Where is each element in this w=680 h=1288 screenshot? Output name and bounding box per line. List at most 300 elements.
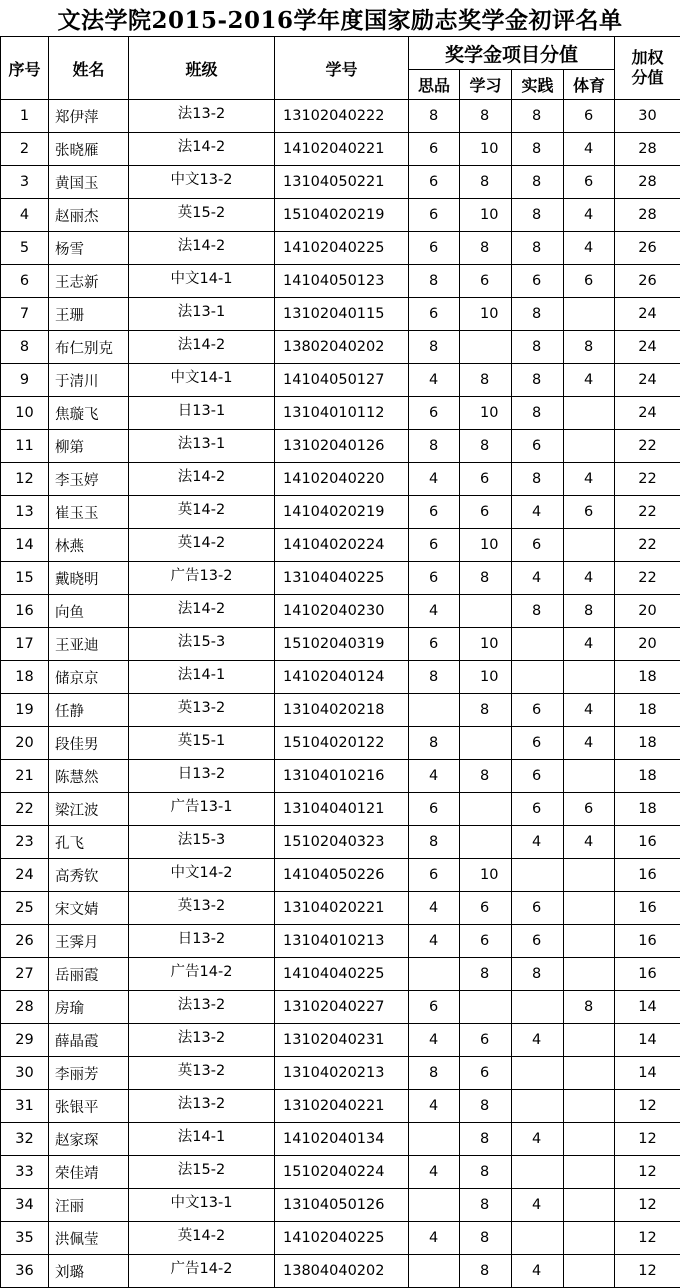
cell-class: 中文13-2 bbox=[129, 166, 275, 199]
cell-study bbox=[460, 793, 512, 826]
table-row bbox=[1, 925, 680, 958]
cell-study: 10 bbox=[460, 133, 512, 166]
cell-index: 33 bbox=[1, 1156, 49, 1189]
cell-student-id: 14102040230 bbox=[275, 595, 409, 628]
cell-student-id: 14104050123 bbox=[275, 265, 409, 298]
cell-weighted-score: 24 bbox=[615, 298, 680, 331]
cell-class: 中文14-2 bbox=[129, 859, 275, 892]
cell-class: 中文13-1 bbox=[129, 1189, 275, 1222]
table-row bbox=[1, 529, 680, 562]
cell-weighted-score: 16 bbox=[615, 859, 680, 892]
cell-index: 10 bbox=[1, 397, 49, 430]
cell-practice: 6 bbox=[512, 529, 564, 562]
cell-study: 8 bbox=[460, 1189, 512, 1222]
cell-sports: 6 bbox=[564, 793, 615, 826]
cell-name: 荣佳靖 bbox=[49, 1156, 129, 1189]
cell-sports bbox=[564, 760, 615, 793]
cell-student-id: 14102040225 bbox=[275, 232, 409, 265]
cell-weighted-score: 12 bbox=[615, 1255, 680, 1288]
cell-ideology: 6 bbox=[409, 232, 460, 265]
cell-ideology: 4 bbox=[409, 1090, 460, 1123]
cell-practice: 8 bbox=[512, 397, 564, 430]
cell-class: 中文14-1 bbox=[129, 364, 275, 397]
cell-study: 8 bbox=[460, 1222, 512, 1255]
cell-index: 35 bbox=[1, 1222, 49, 1255]
cell-class: 法15-3 bbox=[129, 628, 275, 661]
table-row bbox=[1, 232, 680, 265]
cell-student-id: 14104050226 bbox=[275, 859, 409, 892]
cell-weighted-score: 26 bbox=[615, 265, 680, 298]
table-row bbox=[1, 727, 680, 760]
cell-index: 19 bbox=[1, 694, 49, 727]
cell-class: 法14-2 bbox=[129, 463, 275, 496]
cell-index: 23 bbox=[1, 826, 49, 859]
cell-study bbox=[460, 826, 512, 859]
cell-class: 法14-2 bbox=[129, 595, 275, 628]
cell-index: 17 bbox=[1, 628, 49, 661]
cell-ideology: 4 bbox=[409, 892, 460, 925]
cell-study bbox=[460, 991, 512, 1024]
cell-student-id: 13104050221 bbox=[275, 166, 409, 199]
cell-weighted-score: 12 bbox=[615, 1222, 680, 1255]
cell-class: 法13-1 bbox=[129, 298, 275, 331]
cell-practice: 6 bbox=[512, 760, 564, 793]
cell-weighted-score: 14 bbox=[615, 1024, 680, 1057]
cell-ideology: 8 bbox=[409, 430, 460, 463]
cell-name: 段佳男 bbox=[49, 727, 129, 760]
cell-ideology: 6 bbox=[409, 793, 460, 826]
cell-class: 英13-2 bbox=[129, 1057, 275, 1090]
cell-student-id: 13102040222 bbox=[275, 100, 409, 133]
cell-weighted-score: 24 bbox=[615, 331, 680, 364]
cell-ideology: 6 bbox=[409, 199, 460, 232]
cell-index: 5 bbox=[1, 232, 49, 265]
cell-ideology bbox=[409, 1189, 460, 1222]
cell-weighted-score: 12 bbox=[615, 1156, 680, 1189]
cell-class: 英15-2 bbox=[129, 199, 275, 232]
cell-class: 日13-2 bbox=[129, 925, 275, 958]
cell-name: 孔飞 bbox=[49, 826, 129, 859]
cell-study: 8 bbox=[460, 1090, 512, 1123]
cell-student-id: 13104010213 bbox=[275, 925, 409, 958]
cell-ideology: 4 bbox=[409, 463, 460, 496]
cell-practice: 8 bbox=[512, 199, 564, 232]
cell-name: 林燕 bbox=[49, 529, 129, 562]
cell-ideology bbox=[409, 694, 460, 727]
cell-student-id: 13102040227 bbox=[275, 991, 409, 1024]
cell-ideology: 6 bbox=[409, 298, 460, 331]
cell-class: 法13-2 bbox=[129, 991, 275, 1024]
cell-practice: 6 bbox=[512, 694, 564, 727]
cell-sports: 4 bbox=[564, 364, 615, 397]
cell-weighted-score: 16 bbox=[615, 925, 680, 958]
cell-class: 广告14-2 bbox=[129, 958, 275, 991]
cell-sports bbox=[564, 1255, 615, 1288]
cell-index: 36 bbox=[1, 1255, 49, 1288]
cell-name: 崔玉玉 bbox=[49, 496, 129, 529]
cell-ideology bbox=[409, 958, 460, 991]
cell-class: 广告14-2 bbox=[129, 1255, 275, 1288]
cell-name: 洪佩莹 bbox=[49, 1222, 129, 1255]
table-row bbox=[1, 265, 680, 298]
cell-ideology: 6 bbox=[409, 397, 460, 430]
cell-sports bbox=[564, 1090, 615, 1123]
cell-student-id: 15102040323 bbox=[275, 826, 409, 859]
table-row bbox=[1, 595, 680, 628]
table-row bbox=[1, 826, 680, 859]
cell-sports: 6 bbox=[564, 265, 615, 298]
cell-name: 杨雪 bbox=[49, 232, 129, 265]
cell-weighted-score: 18 bbox=[615, 760, 680, 793]
cell-student-id: 14104020219 bbox=[275, 496, 409, 529]
cell-practice: 8 bbox=[512, 166, 564, 199]
cell-weighted-score: 16 bbox=[615, 826, 680, 859]
table-row bbox=[1, 463, 680, 496]
table-row bbox=[1, 1255, 680, 1288]
cell-ideology: 6 bbox=[409, 529, 460, 562]
cell-name: 王霁月 bbox=[49, 925, 129, 958]
cell-index: 12 bbox=[1, 463, 49, 496]
cell-ideology: 8 bbox=[409, 331, 460, 364]
header-study: 学习 bbox=[460, 70, 512, 100]
cell-study: 10 bbox=[460, 298, 512, 331]
cell-weighted-score: 16 bbox=[615, 892, 680, 925]
cell-student-id: 13804040202 bbox=[275, 1255, 409, 1288]
cell-study: 10 bbox=[460, 397, 512, 430]
cell-student-id: 13104020218 bbox=[275, 694, 409, 727]
cell-index: 32 bbox=[1, 1123, 49, 1156]
cell-practice: 8 bbox=[512, 364, 564, 397]
table-row bbox=[1, 1156, 680, 1189]
cell-student-id: 13102040231 bbox=[275, 1024, 409, 1057]
cell-ideology: 6 bbox=[409, 166, 460, 199]
cell-practice: 8 bbox=[512, 298, 564, 331]
cell-class: 法14-1 bbox=[129, 661, 275, 694]
cell-index: 11 bbox=[1, 430, 49, 463]
table-row bbox=[1, 133, 680, 166]
cell-sports: 8 bbox=[564, 991, 615, 1024]
cell-practice: 8 bbox=[512, 958, 564, 991]
table-row bbox=[1, 661, 680, 694]
cell-student-id: 13104050126 bbox=[275, 1189, 409, 1222]
cell-index: 15 bbox=[1, 562, 49, 595]
table-row bbox=[1, 1024, 680, 1057]
cell-weighted-score: 18 bbox=[615, 694, 680, 727]
table-row bbox=[1, 892, 680, 925]
cell-weighted-score: 14 bbox=[615, 1057, 680, 1090]
cell-student-id: 13104040121 bbox=[275, 793, 409, 826]
cell-name: 赵家琛 bbox=[49, 1123, 129, 1156]
cell-study: 8 bbox=[460, 430, 512, 463]
cell-study: 6 bbox=[460, 463, 512, 496]
header-index: 序号 bbox=[1, 37, 49, 100]
cell-name: 焦璇飞 bbox=[49, 397, 129, 430]
cell-ideology: 6 bbox=[409, 991, 460, 1024]
cell-sports: 6 bbox=[564, 100, 615, 133]
cell-class: 英14-2 bbox=[129, 496, 275, 529]
cell-index: 1 bbox=[1, 100, 49, 133]
cell-student-id: 14102040220 bbox=[275, 463, 409, 496]
table-row bbox=[1, 694, 680, 727]
cell-ideology: 4 bbox=[409, 1156, 460, 1189]
cell-student-id: 13802040202 bbox=[275, 331, 409, 364]
cell-class: 法13-1 bbox=[129, 430, 275, 463]
cell-study: 10 bbox=[460, 529, 512, 562]
cell-index: 2 bbox=[1, 133, 49, 166]
cell-ideology: 6 bbox=[409, 628, 460, 661]
cell-sports: 4 bbox=[564, 628, 615, 661]
cell-name: 房瑜 bbox=[49, 991, 129, 1024]
cell-ideology: 4 bbox=[409, 1024, 460, 1057]
cell-name: 梁江波 bbox=[49, 793, 129, 826]
cell-sports bbox=[564, 430, 615, 463]
cell-sports bbox=[564, 958, 615, 991]
cell-sports bbox=[564, 298, 615, 331]
scholarship-table bbox=[0, 36, 680, 1288]
cell-practice: 4 bbox=[512, 826, 564, 859]
cell-class: 法14-1 bbox=[129, 1123, 275, 1156]
cell-student-id: 13104010216 bbox=[275, 760, 409, 793]
cell-weighted-score: 24 bbox=[615, 397, 680, 430]
cell-weighted-score: 24 bbox=[615, 364, 680, 397]
cell-index: 4 bbox=[1, 199, 49, 232]
cell-name: 任静 bbox=[49, 694, 129, 727]
cell-index: 24 bbox=[1, 859, 49, 892]
cell-study: 8 bbox=[460, 100, 512, 133]
cell-sports bbox=[564, 859, 615, 892]
cell-class: 法13-2 bbox=[129, 1090, 275, 1123]
cell-practice bbox=[512, 1057, 564, 1090]
table-row bbox=[1, 1090, 680, 1123]
cell-practice: 6 bbox=[512, 925, 564, 958]
cell-sports: 4 bbox=[564, 133, 615, 166]
cell-index: 29 bbox=[1, 1024, 49, 1057]
cell-student-id: 13104040225 bbox=[275, 562, 409, 595]
cell-name: 柳第 bbox=[49, 430, 129, 463]
cell-name: 布仁别克 bbox=[49, 331, 129, 364]
cell-study: 10 bbox=[460, 199, 512, 232]
cell-name: 李玉婷 bbox=[49, 463, 129, 496]
cell-class: 法13-2 bbox=[129, 1024, 275, 1057]
cell-practice: 4 bbox=[512, 1024, 564, 1057]
cell-weighted-score: 28 bbox=[615, 166, 680, 199]
cell-name: 王亚迪 bbox=[49, 628, 129, 661]
cell-ideology: 6 bbox=[409, 133, 460, 166]
header-weighted-score-text: 加权 分值 bbox=[615, 48, 680, 88]
cell-sports: 4 bbox=[564, 694, 615, 727]
table-row bbox=[1, 1222, 680, 1255]
cell-index: 13 bbox=[1, 496, 49, 529]
cell-name: 王志新 bbox=[49, 265, 129, 298]
table-row bbox=[1, 793, 680, 826]
cell-class: 法14-2 bbox=[129, 331, 275, 364]
page-title: 文法学院2015-2016学年度国家励志奖学金初评名单 bbox=[0, 0, 680, 36]
cell-student-id: 14104020224 bbox=[275, 529, 409, 562]
cell-weighted-score: 30 bbox=[615, 100, 680, 133]
header-scholarship-items: 奖学金项目分值 bbox=[409, 37, 615, 70]
cell-index: 27 bbox=[1, 958, 49, 991]
cell-sports: 6 bbox=[564, 166, 615, 199]
cell-student-id: 14104050127 bbox=[275, 364, 409, 397]
cell-class: 法15-3 bbox=[129, 826, 275, 859]
cell-sports bbox=[564, 397, 615, 430]
cell-ideology: 4 bbox=[409, 760, 460, 793]
header-ideology: 思品 bbox=[409, 70, 460, 100]
cell-sports bbox=[564, 1123, 615, 1156]
cell-practice: 8 bbox=[512, 331, 564, 364]
table-body bbox=[1, 100, 680, 1288]
header-class: 班级 bbox=[129, 37, 275, 100]
cell-class: 英13-2 bbox=[129, 694, 275, 727]
header-sports: 体育 bbox=[564, 70, 615, 100]
cell-study bbox=[460, 595, 512, 628]
table-row bbox=[1, 760, 680, 793]
cell-name: 岳丽霞 bbox=[49, 958, 129, 991]
cell-weighted-score: 20 bbox=[615, 595, 680, 628]
cell-weighted-score: 14 bbox=[615, 991, 680, 1024]
cell-name: 刘璐 bbox=[49, 1255, 129, 1288]
cell-study: 10 bbox=[460, 859, 512, 892]
cell-index: 16 bbox=[1, 595, 49, 628]
cell-ideology bbox=[409, 1123, 460, 1156]
cell-student-id: 14104040225 bbox=[275, 958, 409, 991]
cell-study: 6 bbox=[460, 925, 512, 958]
cell-sports bbox=[564, 1189, 615, 1222]
cell-study: 8 bbox=[460, 1156, 512, 1189]
cell-name: 赵丽杰 bbox=[49, 199, 129, 232]
cell-sports bbox=[564, 1156, 615, 1189]
cell-student-id: 13104020213 bbox=[275, 1057, 409, 1090]
cell-practice: 4 bbox=[512, 496, 564, 529]
cell-weighted-score: 28 bbox=[615, 133, 680, 166]
cell-practice bbox=[512, 628, 564, 661]
cell-weighted-score: 16 bbox=[615, 958, 680, 991]
cell-study: 8 bbox=[460, 1255, 512, 1288]
cell-class: 法14-2 bbox=[129, 232, 275, 265]
cell-study: 10 bbox=[460, 628, 512, 661]
cell-index: 28 bbox=[1, 991, 49, 1024]
cell-sports: 4 bbox=[564, 232, 615, 265]
cell-practice bbox=[512, 991, 564, 1024]
cell-sports: 4 bbox=[564, 199, 615, 232]
cell-sports: 4 bbox=[564, 727, 615, 760]
cell-weighted-score: 20 bbox=[615, 628, 680, 661]
cell-class: 英14-2 bbox=[129, 529, 275, 562]
cell-study: 8 bbox=[460, 232, 512, 265]
cell-weighted-score: 28 bbox=[615, 199, 680, 232]
cell-weighted-score: 22 bbox=[615, 496, 680, 529]
cell-student-id: 13104020221 bbox=[275, 892, 409, 925]
header-student-id: 学号 bbox=[275, 37, 409, 100]
cell-ideology: 4 bbox=[409, 925, 460, 958]
cell-student-id: 14102040221 bbox=[275, 133, 409, 166]
cell-index: 22 bbox=[1, 793, 49, 826]
cell-study: 8 bbox=[460, 958, 512, 991]
cell-class: 法15-2 bbox=[129, 1156, 275, 1189]
cell-ideology: 4 bbox=[409, 1222, 460, 1255]
table-row bbox=[1, 100, 680, 133]
table-row bbox=[1, 364, 680, 397]
cell-name: 储京京 bbox=[49, 661, 129, 694]
cell-ideology: 8 bbox=[409, 826, 460, 859]
cell-weighted-score: 22 bbox=[615, 430, 680, 463]
cell-sports bbox=[564, 1024, 615, 1057]
cell-student-id: 14102040225 bbox=[275, 1222, 409, 1255]
table-row bbox=[1, 628, 680, 661]
cell-class: 英14-2 bbox=[129, 1222, 275, 1255]
table-row bbox=[1, 397, 680, 430]
cell-ideology: 4 bbox=[409, 364, 460, 397]
cell-student-id: 15102040319 bbox=[275, 628, 409, 661]
table-row bbox=[1, 859, 680, 892]
cell-name: 戴晓明 bbox=[49, 562, 129, 595]
cell-student-id: 15104020219 bbox=[275, 199, 409, 232]
cell-study: 8 bbox=[460, 1123, 512, 1156]
cell-ideology: 8 bbox=[409, 661, 460, 694]
cell-class: 广告13-1 bbox=[129, 793, 275, 826]
cell-index: 3 bbox=[1, 166, 49, 199]
cell-study: 6 bbox=[460, 265, 512, 298]
cell-index: 6 bbox=[1, 265, 49, 298]
cell-name: 薛晶霞 bbox=[49, 1024, 129, 1057]
cell-name: 王珊 bbox=[49, 298, 129, 331]
table-row bbox=[1, 991, 680, 1024]
cell-sports bbox=[564, 661, 615, 694]
cell-practice: 6 bbox=[512, 892, 564, 925]
cell-ideology bbox=[409, 1255, 460, 1288]
cell-index: 14 bbox=[1, 529, 49, 562]
cell-practice bbox=[512, 1090, 564, 1123]
cell-name: 黄国玉 bbox=[49, 166, 129, 199]
cell-name: 高秀钦 bbox=[49, 859, 129, 892]
table-row bbox=[1, 1189, 680, 1222]
cell-sports: 4 bbox=[564, 463, 615, 496]
cell-weighted-score: 12 bbox=[615, 1189, 680, 1222]
cell-practice: 8 bbox=[512, 232, 564, 265]
cell-study: 6 bbox=[460, 892, 512, 925]
cell-index: 31 bbox=[1, 1090, 49, 1123]
cell-weighted-score: 26 bbox=[615, 232, 680, 265]
cell-practice: 4 bbox=[512, 1189, 564, 1222]
cell-study: 6 bbox=[460, 1057, 512, 1090]
cell-weighted-score: 22 bbox=[615, 529, 680, 562]
cell-sports bbox=[564, 892, 615, 925]
cell-class: 中文14-1 bbox=[129, 265, 275, 298]
cell-student-id: 13102040126 bbox=[275, 430, 409, 463]
cell-practice: 4 bbox=[512, 1123, 564, 1156]
cell-weighted-score: 12 bbox=[615, 1123, 680, 1156]
cell-student-id: 13102040115 bbox=[275, 298, 409, 331]
cell-study: 8 bbox=[460, 364, 512, 397]
cell-practice bbox=[512, 1222, 564, 1255]
table-row bbox=[1, 298, 680, 331]
cell-student-id: 13102040221 bbox=[275, 1090, 409, 1123]
cell-student-id: 13104010112 bbox=[275, 397, 409, 430]
cell-index: 18 bbox=[1, 661, 49, 694]
cell-name: 向鱼 bbox=[49, 595, 129, 628]
cell-name: 汪丽 bbox=[49, 1189, 129, 1222]
cell-name: 郑伊萍 bbox=[49, 100, 129, 133]
table-row bbox=[1, 562, 680, 595]
cell-practice: 4 bbox=[512, 1255, 564, 1288]
cell-weighted-score: 18 bbox=[615, 661, 680, 694]
cell-sports: 6 bbox=[564, 496, 615, 529]
cell-student-id: 15104020122 bbox=[275, 727, 409, 760]
cell-study: 8 bbox=[460, 694, 512, 727]
cell-practice: 6 bbox=[512, 265, 564, 298]
cell-index: 21 bbox=[1, 760, 49, 793]
cell-practice bbox=[512, 859, 564, 892]
